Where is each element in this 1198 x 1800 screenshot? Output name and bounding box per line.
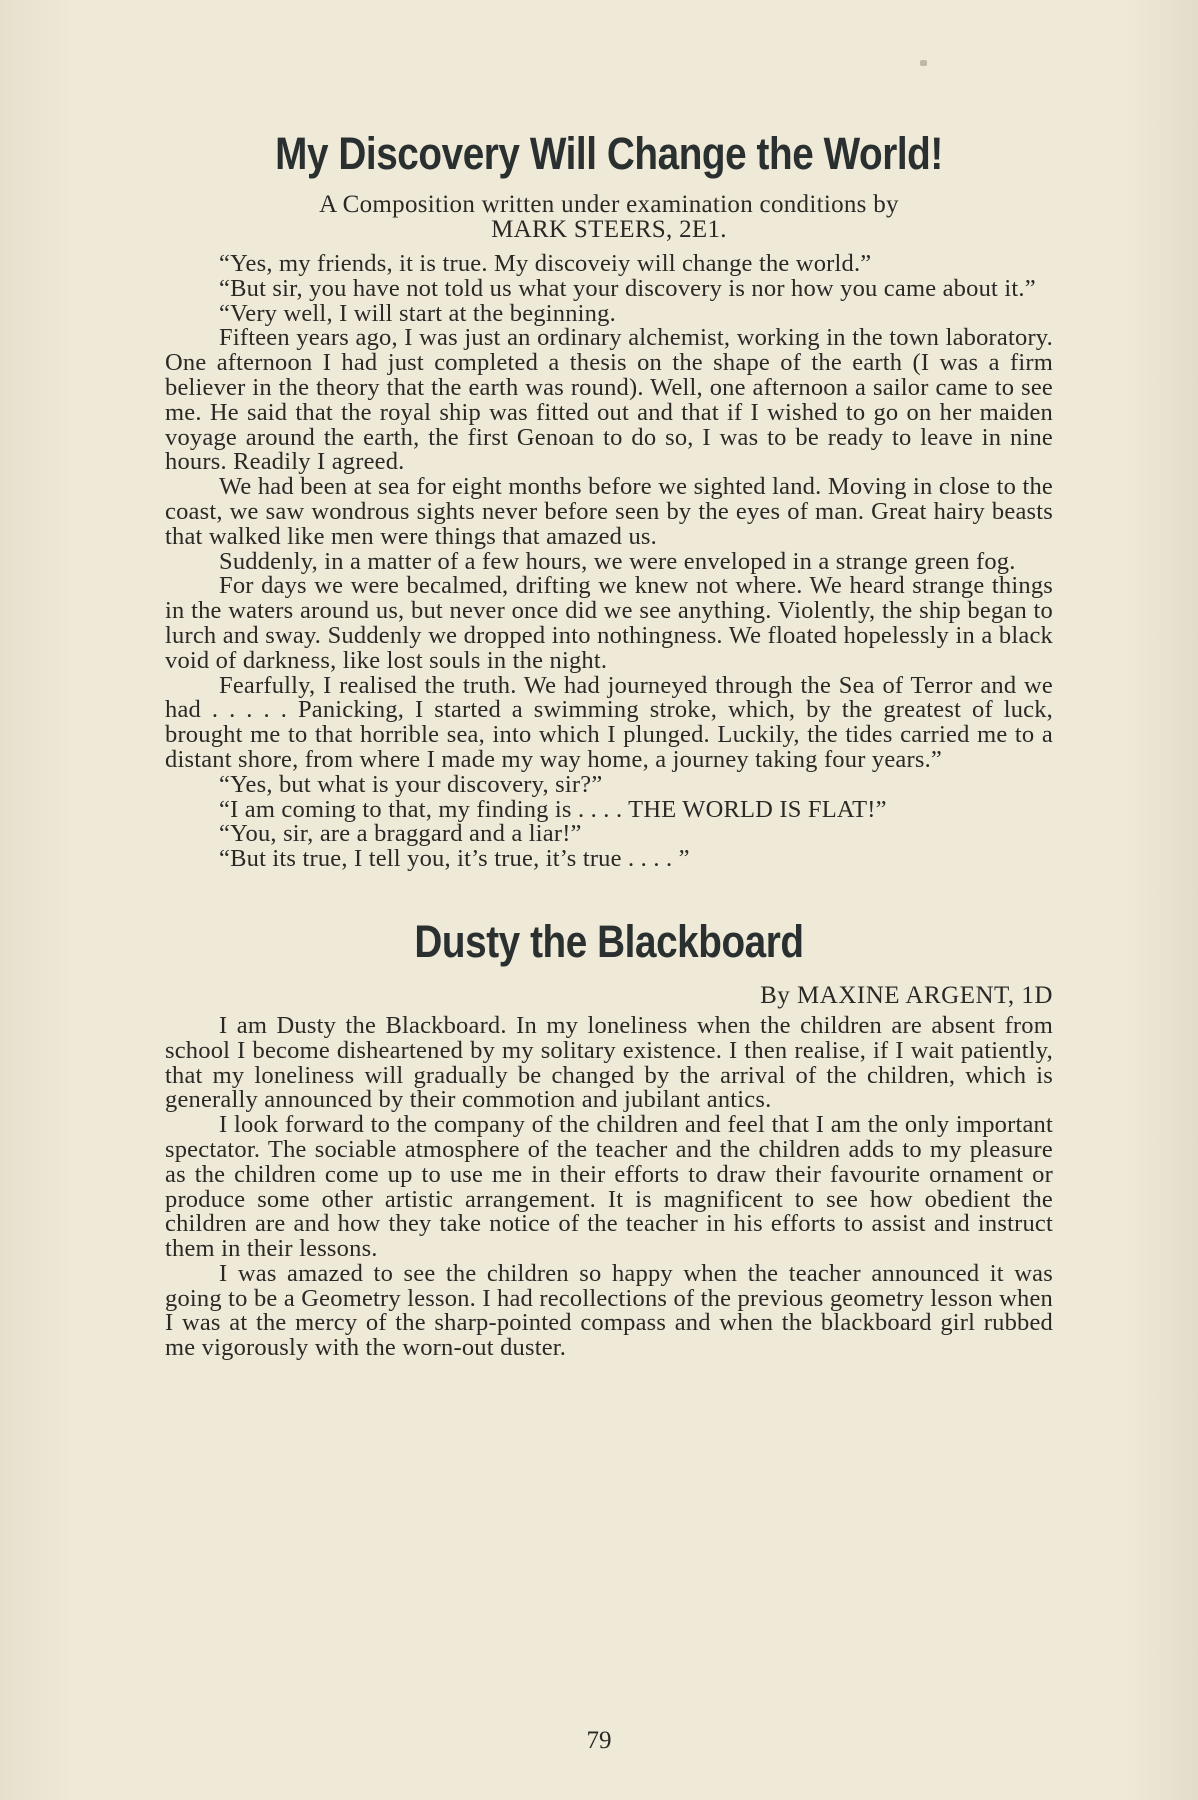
paragraph: Fearfully, I realised the truth. We had journeyed through the Sea of Terror and we had . . . . . Panicking, I started a swimming stroke, which, by the greatest of luck, brought me to that horrible sea, into which I plunged. Luckily, the tides carried me to a distant shore, from where I made my way home, a journey taking four years.”	[165, 671, 1053, 773]
paragraph: I look forward to the company of the children and feel that I am the only important spectator. The sociable atmosphere of the teacher and the children adds to my pleasure as the children come up to use me in their efforts to draw their favourite ornament or produce some other artistic arrangement. It is magnificent to see how obedient the children are and how they take notice of the teacher in his efforts to assist and instruct them in their lessons.	[165, 1111, 1053, 1263]
paragraph: “I am coming to that, my finding is . . . . THE WORLD IS FLAT!”	[219, 795, 887, 823]
author-line: MARK STEERS, 2E1.	[491, 216, 727, 243]
article-title: Dusty the Blackboard	[414, 915, 804, 967]
paragraph: “Yes, but what is your discovery, sir?”	[219, 770, 603, 798]
paragraph: Suddenly, in a matter of a few hours, we were enveloped in a strange green fog.	[219, 547, 1016, 575]
paragraph: “Very well, I will start at the beginning.	[219, 299, 616, 327]
paragraph: We had been at sea for eight months before we sighted land. Moving in close to the coast, we saw wondrous sights never before seen by the eyes of man. Great hairy beasts that walked like men were things that amazed us.	[165, 473, 1053, 550]
paragraph: I am Dusty the Blackboard. In my loneliness when the children are absent from school I become disheartened by my solitary existence. I then realise, if I wait patiently, that my loneliness will gradually be changed by the arrival of the children, which is generally announced by their commotion and jubilant antics.	[165, 1011, 1053, 1114]
paragraph: Fifteen years ago, I was just an ordinary alchemist, working in the town laboratory. One afternoon I had just completed a thesis on the shape of the earth (I was a firm believer in the theory that the earth was round). Well, one afternoon a sailor came to see me. He said that the royal ship was fitted out and that if I wished to go on her maiden voyage around the earth, the first Genoan to do so, I was to be ready to leave in nine hours. Readily I agreed.	[165, 324, 1053, 476]
article-title: My Discovery Will Change the World!	[275, 128, 943, 179]
page-content	[165, 124, 1053, 1361]
paragraph: “Yes, my friends, it is true. My discoveiy will change the world.”	[219, 250, 872, 277]
paragraph: “You, sir, are a braggard and a liar!”	[219, 820, 582, 848]
article-body	[165, 252, 1053, 872]
article-subtitle	[165, 192, 1053, 242]
paragraph: I was amazed to see the children so happy when the teacher announced it was going to be a Geometry lesson. I had recollections of the previous geometry lesson when I was at the mercy of the sharp-pointed compass and when the blackboard girl rubbed me vigorously with the worn-out duster.	[165, 1259, 1053, 1362]
page-number: 79	[586, 1727, 612, 1754]
paragraph: “But sir, you have not told us what your discovery is nor how you came about it.”	[219, 274, 1036, 302]
paragraph: “But its true, I tell you, it’s true, it’s true . . . . ”	[219, 845, 690, 873]
paper-speck	[920, 60, 927, 66]
subtitle-line: A Composition written under examination conditions by	[319, 191, 899, 218]
byline: By MAXINE ARGENT, 1D	[760, 981, 1053, 1009]
article-body	[165, 1011, 1053, 1362]
paragraph: For days we were becalmed, drifting we knew not where. We heard strange things in the waters around us, but never once did we see anything. Violently, the ship began to lurch and sway. Suddenly we dropped into nothingness. We floated hopelessly in a black void of darkness, like lost souls in the night.	[165, 572, 1053, 674]
